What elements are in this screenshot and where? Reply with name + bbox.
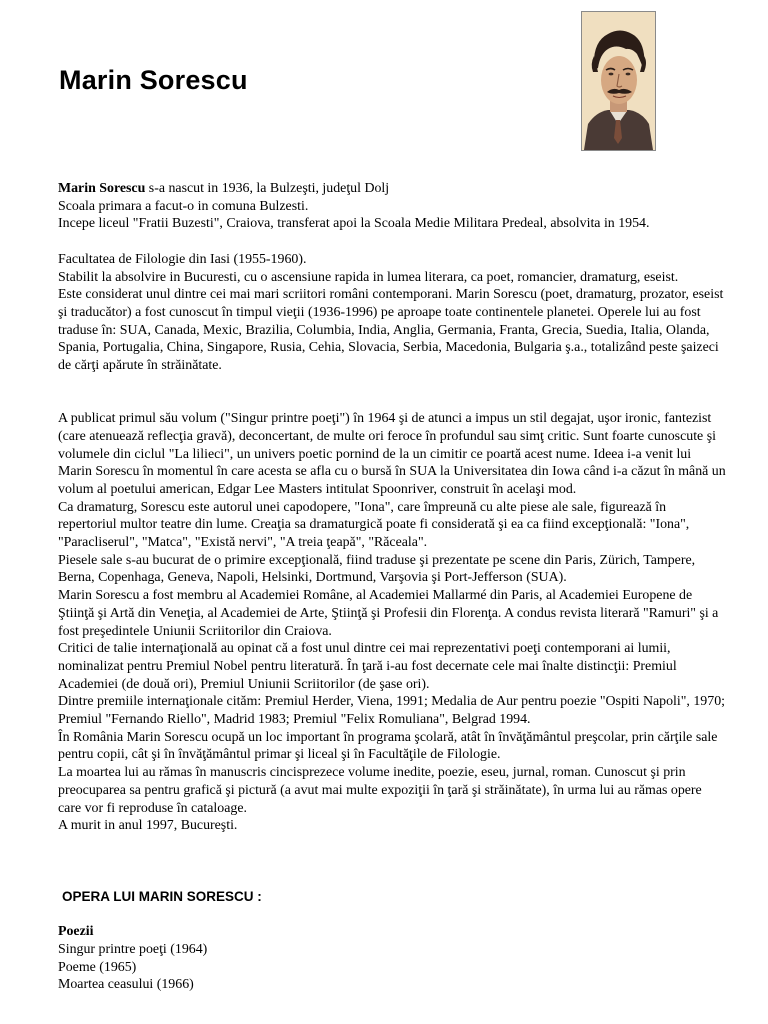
- critics-paragraph: Critici de talie internaţională au opinat că a fost unul dintre cei mai reprezentativi poeţi contemporani ai lumii, nominalizat pentru Premiul Nobel pentru literatură. În ţară i-au fost decernate cele mai înalte distincţii: Premiul Academiei (de două ori), Premiul Uniunii Scriitorilor (de şase ori).: [58, 641, 677, 692]
- author-portrait: [581, 11, 656, 151]
- portrait-photo-icon: [582, 12, 655, 150]
- page-title: Marin Sorescu: [59, 65, 248, 95]
- intro-line-1: [58, 180, 728, 198]
- prizes-paragraph: Dintre premiile internaţionale cităm: Premiul Herder, Viena, 1991; Medalia de Aur pentru poezie "Ospiti Napoli", 1970; Premiul "Fernando Riello", Madrid 1983; Premiul "Felix Romuliana", Belgrad 1994.: [58, 694, 725, 728]
- intro-line-3: Incepe liceul "Fratii Buzesti", Craiova, transferat apoi la Scoala Medie Militara Predeal, absolvita in 1954.: [58, 216, 650, 232]
- reputation-paragraph: Este considerat unul dintre cei mai mari scriitori români contemporani. Marin Sorescu (poet, dramaturg, prozator, eseist şi traducător) a fost cunoscut în timpul vieţii (1936-1996) pe aproape toate continentele planetei. Operele lui au fost traduse în: SUA, Canada, Mexic, Brazilia, Columbia, India, Anglia, Germania, Franta, Grecia, Suedia, Italia, Olanda, Spania, Portugalia, China, Singapore, Rusia, Cehia, Slovacia, Serbia, Macedonia, Bulgaria ş.a., totalizând peste şaizeci de cărţi apărute în străinătate.: [58, 287, 724, 374]
- plays-paragraph: Piesele sale s-au bucurat de o primire excepţională, fiind traduse şi prezentate pe scene din Paris, Zürich, Tampere, Berna, Copenhaga, Geneva, Napoli, Helsinki, Dortmund, Varşovia şi Port-Jefferson (SUA).: [58, 552, 696, 586]
- dramatist-paragraph: Ca dramaturg, Sorescu este autorul unei capodopere, "Iona", care împreună cu alte piese ale sale, figurează în repertoriul multor teatre din lume. Creaţia sa dramaturgică poate fi considerată şi ea ca fiind excepţională: "Iona", "Paracliserul", "Matca", "Există nervi", "A treia ţeapă", "Răceala".: [58, 499, 690, 551]
- works-heading: OPERA LUI MARIN SORESCU :: [62, 888, 262, 904]
- poem-item: Poeme (1965): [58, 959, 137, 975]
- schools-paragraph: În România Marin Sorescu ocupă un loc important în programa şcolară, atât în învăţământul preşcolar, prin cărţile sale pentru copii, cât şi în învăţământul primar şi liceal şi în Facultăţile de Filologie.: [58, 729, 718, 763]
- career-paragraph: Stabilit la absolvire in Bucuresti, cu o ascensiune rapida in lumea literara, ca poet, romancier, dramaturg, eseist.: [58, 269, 679, 285]
- poem-item: Singur printre poeţi (1964): [58, 942, 208, 958]
- debut-paragraph: A publicat primul său volum ("Singur printre poeţi") în 1964 şi de atunci a impus un stil degajat, uşor ironic, fantezist (care atenuează reflecţia gravă), deconcertant, de multe ori feroce în profundul sau simţ critic. Sunt foarte cunoscute şi volumele din ciclul "La lilieci", un univers poetic pornind de la un cimitir ce poartă acest nume. Ideea i-a venit lui Marin Sorescu în momentul în care acesta se afla cu o bursă în SUA la Universitatea din Iowa când i-a căzut în mână un volum al poetului american, Edgar Lee Masters intitulat Spoonriver, construit în acelaşi mod.: [58, 411, 726, 497]
- education-paragraph: Facultatea de Filologie din Iasi (1955-1960).: [58, 251, 307, 267]
- author-name: Marin Sorescu: [58, 181, 146, 196]
- birth-text: s-a nascut in 1936, la Bulzeşti, judeţul Dolj: [145, 181, 390, 196]
- intro-line-2: Scoala primara a facut-o in comuna Bulzesti.: [58, 198, 309, 214]
- legacy-paragraph: La moartea lui au rămas în manuscris cincisprezece volume inedite, poezie, eseu, jurnal, roman. Cunoscut şi prin preocuparea sa pentru grafică şi pictură (a avut mai multe expoziţii în ţară şi străinătate), în urma lui au rămas opere care vor fi reproduse în cataloage.: [58, 765, 702, 816]
- death-paragraph: A murit in anul 1997, Bucureşti.: [58, 818, 238, 834]
- academies-paragraph: Marin Sorescu a fost membru al Academiei Române, al Academiei Mallarmé din Paris, al Academiei Europene de Ştiinţă şi Artă din Veneţia, al Academiei de Arte, Ştiinţă şi Profesii din Florenţa. A condus revista literară "Ramuri" şi a fost preşedintele Uniunii Scriitorilor din Craiova.: [58, 588, 719, 639]
- poems-heading: Poezii: [58, 924, 94, 940]
- poem-item: Moartea ceasului (1966): [58, 977, 194, 993]
- biography-body: [58, 180, 728, 994]
